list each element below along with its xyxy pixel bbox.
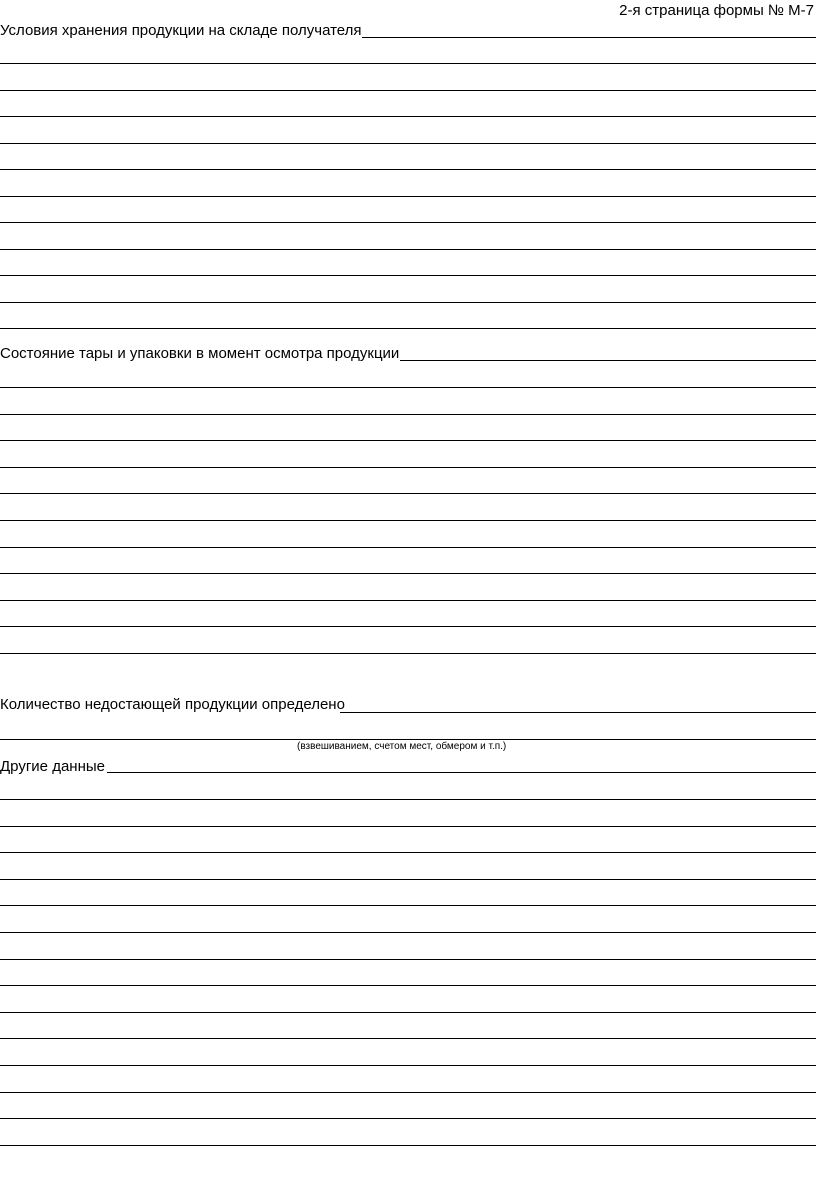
other-data-input-line[interactable]	[107, 772, 816, 773]
form-page-header: 2-я страница формы № М-7	[619, 2, 814, 19]
packaging-condition-line[interactable]	[0, 653, 816, 654]
storage-conditions-label: Условия хранения продукции на складе получателя	[0, 22, 362, 39]
packaging-condition-line[interactable]	[0, 493, 816, 494]
storage-conditions-line[interactable]	[0, 275, 816, 276]
other-data-line[interactable]	[0, 799, 816, 800]
storage-conditions-line[interactable]	[0, 169, 816, 170]
storage-conditions-input-line[interactable]	[362, 37, 816, 38]
storage-conditions-line[interactable]	[0, 328, 816, 329]
other-data-line[interactable]	[0, 985, 816, 986]
storage-conditions-line[interactable]	[0, 196, 816, 197]
packaging-condition-input-line[interactable]	[400, 360, 816, 361]
other-data-line[interactable]	[0, 852, 816, 853]
other-data-line[interactable]	[0, 826, 816, 827]
storage-conditions-line[interactable]	[0, 116, 816, 117]
storage-conditions-line[interactable]	[0, 249, 816, 250]
storage-conditions-line[interactable]	[0, 302, 816, 303]
shortage-method-input-line[interactable]	[340, 712, 816, 713]
other-data-label: Другие данные	[0, 758, 105, 775]
storage-conditions-line[interactable]	[0, 143, 816, 144]
other-data-line[interactable]	[0, 1118, 816, 1119]
other-data-line[interactable]	[0, 905, 816, 906]
other-data-line[interactable]	[0, 959, 816, 960]
storage-conditions-line[interactable]	[0, 222, 816, 223]
other-data-line[interactable]	[0, 1092, 816, 1093]
other-data-line[interactable]	[0, 1065, 816, 1066]
other-data-line[interactable]	[0, 1038, 816, 1039]
packaging-condition-line[interactable]	[0, 387, 816, 388]
packaging-condition-line[interactable]	[0, 520, 816, 521]
packaging-condition-line[interactable]	[0, 467, 816, 468]
packaging-condition-line[interactable]	[0, 573, 816, 574]
shortage-method-hint: (взвешиванием, счетом мест, обмером и т.п.)	[297, 741, 507, 752]
packaging-condition-label: Состояние тары и упаковки в момент осмотра продукции	[0, 345, 400, 362]
packaging-condition-line[interactable]	[0, 440, 816, 441]
packaging-condition-line[interactable]	[0, 626, 816, 627]
packaging-condition-line[interactable]	[0, 547, 816, 548]
other-data-line[interactable]	[0, 1145, 816, 1146]
other-data-line[interactable]	[0, 1012, 816, 1013]
packaging-condition-line[interactable]	[0, 414, 816, 415]
other-data-line[interactable]	[0, 932, 816, 933]
storage-conditions-line[interactable]	[0, 63, 816, 64]
storage-conditions-line[interactable]	[0, 90, 816, 91]
shortage-method-label: Количество недостающей продукции определено	[0, 696, 345, 713]
packaging-condition-line[interactable]	[0, 600, 816, 601]
other-data-line[interactable]	[0, 879, 816, 880]
shortage-method-line[interactable]	[0, 739, 816, 740]
